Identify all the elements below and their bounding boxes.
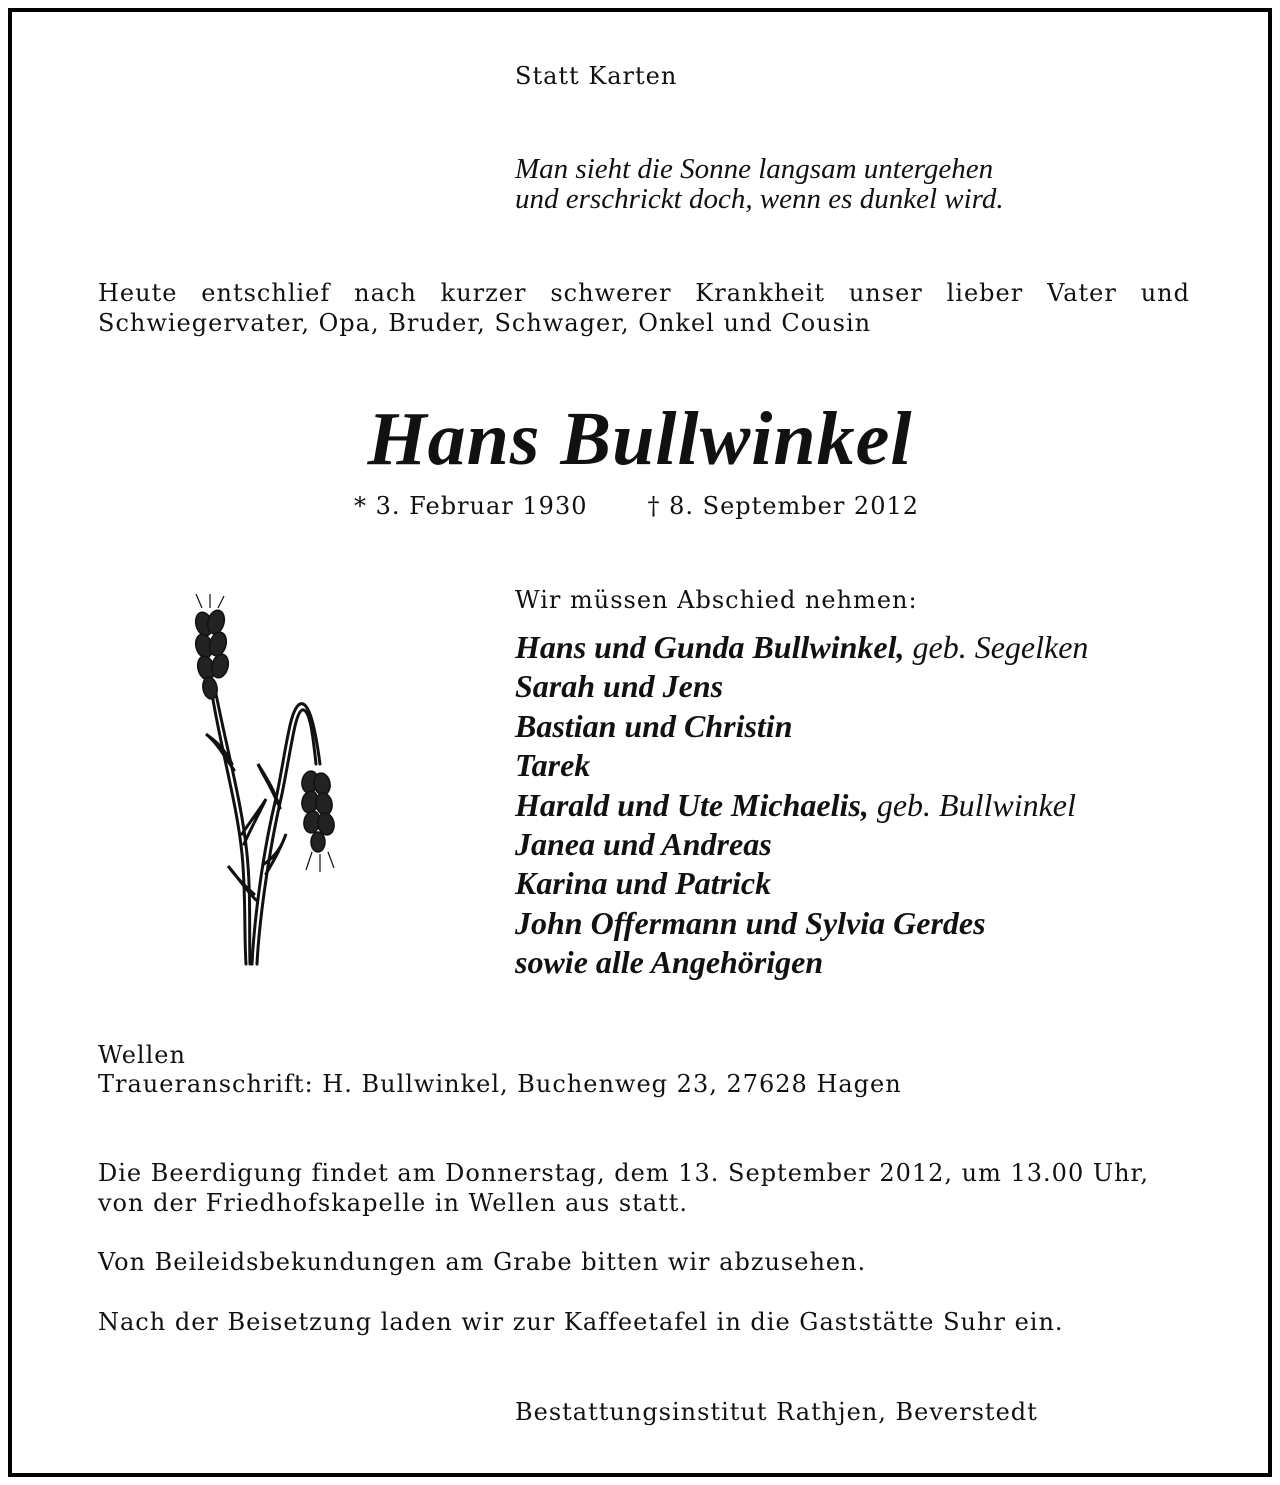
mourner-entry (515, 825, 1088, 864)
mourner-entry (515, 707, 1088, 746)
mourner-entry (515, 943, 1088, 982)
maiden-name: geb. Segelken (904, 629, 1089, 665)
intro-line-1: Heute entschlief nach kurzer schwerer Krankheit unser lieber Vater und (98, 279, 1190, 307)
mourner-name: sowie alle Angehörigen (515, 944, 824, 981)
mourners-list (515, 628, 1088, 983)
mourner-name: John Offermann und Sylvia Gerdes (515, 904, 986, 941)
poem-line-1: Man sieht die Sonne langsam untergehen (515, 153, 994, 185)
condolence-notice: Von Beileidsbekundungen am Grabe bitten wir abzusehen. (98, 1248, 867, 1276)
intro-line-2: Schwiegervater, Opa, Bruder, Schwager, Onkel und Cousin (98, 309, 872, 337)
mourner-entry (515, 904, 1088, 943)
mourner-name: Janea und Andreas (515, 825, 772, 862)
mourner-name: Hans und Gunda Bullwinkel, (515, 629, 905, 665)
funeral-notice (98, 1158, 1149, 1218)
wheat-ears-icon (182, 594, 352, 974)
maiden-name: geb. Bullwinkel (868, 786, 1076, 823)
mourner-name: Tarek (515, 747, 591, 784)
poem-line-2: und erschrickt doch, wenn es dunkel wird. (515, 183, 1004, 215)
death-date: † 8. September 2012 (647, 492, 919, 520)
life-dates (354, 492, 919, 520)
deceased-name: Hans Bullwinkel (367, 397, 913, 481)
mourning-address: Traueranschrift: H. Bullwinkel, Buchenweg 23, 27628 Hagen (98, 1070, 902, 1098)
announcement-intro (98, 278, 1190, 338)
funeral-home: Bestattungsinstitut Rathjen, Beverstedt (515, 1398, 1038, 1426)
mourner-name: Bastian und Christin (515, 707, 793, 744)
mourner-entry (515, 628, 1088, 667)
mourner-entry (515, 746, 1088, 785)
place-name: Wellen (98, 1041, 186, 1069)
poem-quote (515, 154, 1004, 214)
mourner-name: Sarah und Jens (515, 668, 724, 705)
mourner-name: Karina und Patrick (515, 865, 772, 902)
mourner-name: Harald und Ute Michaelis, (515, 786, 869, 823)
birth-date: * 3. Februar 1930 (354, 492, 588, 520)
obituary-notice (8, 8, 1272, 1477)
mourner-entry (515, 786, 1088, 825)
farewell-heading: Wir müssen Abschied nehmen: (515, 586, 918, 614)
coffee-notice: Nach der Beisetzung laden wir zur Kaffeetafel in die Gaststätte Suhr ein. (98, 1308, 1064, 1336)
funeral-line-1: Die Beerdigung findet am Donnerstag, dem 13. September 2012, um 13.00 Uhr, (98, 1159, 1149, 1187)
mourner-entry (515, 864, 1088, 903)
funeral-line-2: von der Friedhofskapelle in Wellen aus statt. (98, 1189, 689, 1217)
mourner-entry (515, 667, 1088, 706)
statt-karten-line: Statt Karten (515, 62, 678, 90)
